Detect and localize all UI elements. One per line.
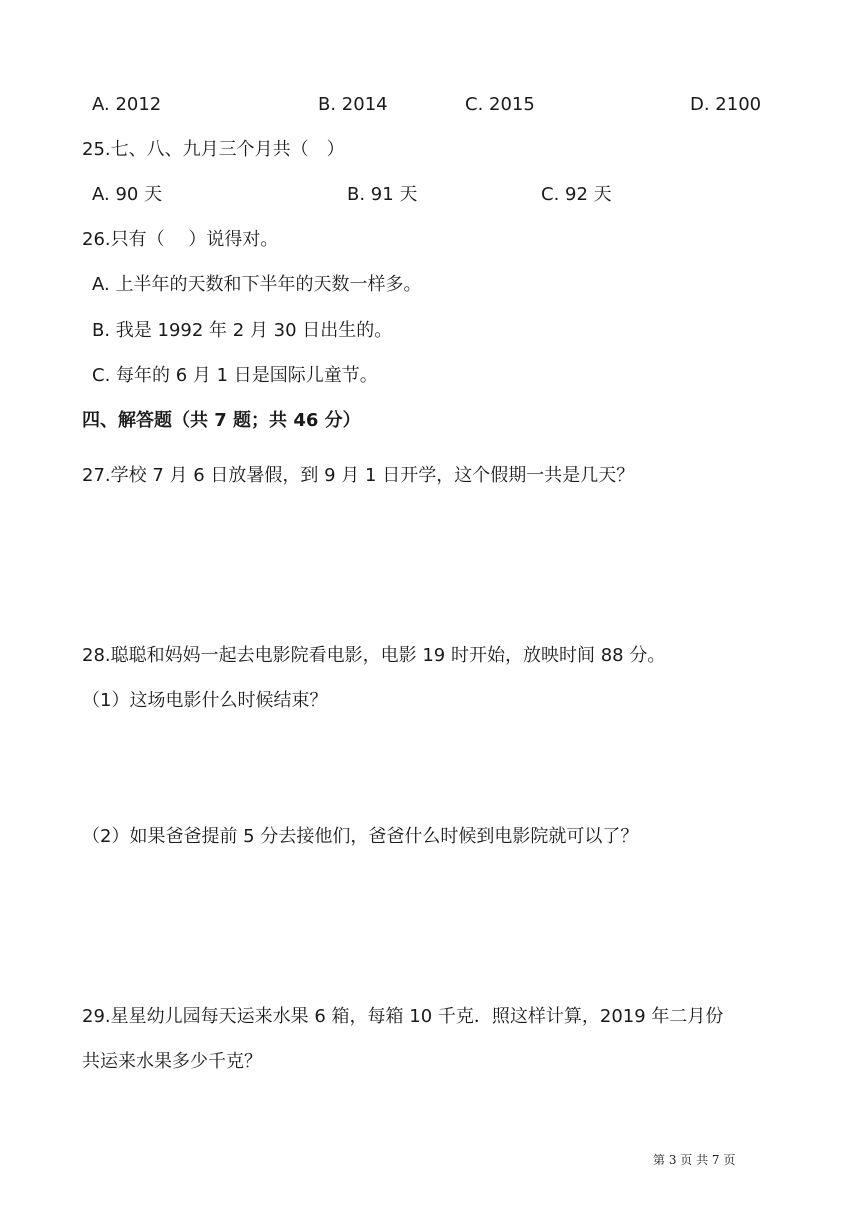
q26-option-a: A. 上半年的天数和下半年的天数一样多。	[92, 274, 422, 295]
q25-option-c: C. 92 天	[541, 184, 612, 205]
q25-option-b: B. 91 天	[347, 184, 418, 205]
q28-sub2: （2）如果爸爸提前 5 分去接他们，爸爸什么时候到电影院就可以了？	[82, 826, 639, 847]
q26-option-b: B. 我是 1992 年 2 月 30 日出生的。	[92, 320, 393, 341]
q25-stem: 25.七、八、九月三个月共（ ）	[82, 139, 345, 160]
q29-stem-line2: 共运来水果多少千克？	[82, 1051, 262, 1072]
q27-stem: 27.学校 7 月 6 日放暑假，到 9 月 1 日开学，这个假期一共是几天？	[82, 465, 635, 486]
q24-option-b: B. 2014	[318, 94, 388, 115]
q26-stem: 26.只有（ ）说得对。	[82, 229, 279, 250]
q28-stem: 28.聪聪和妈妈一起去电影院看电影，电影 19 时开始，放映时间 88 分。	[82, 645, 666, 666]
q26-option-c: C. 每年的 6 月 1 日是国际儿童节。	[92, 365, 378, 386]
q24-option-a: A. 2012	[92, 94, 162, 115]
q28-sub1: （1）这场电影什么时候结束？	[82, 690, 328, 711]
q25-option-a: A. 90 天	[92, 184, 163, 205]
page-footer: 第 3 页 共 7 页	[653, 1153, 736, 1167]
q24-option-c: C. 2015	[465, 94, 535, 115]
q29-stem-line1: 29.星星幼儿园每天运来水果 6 箱，每箱 10 千克．照这样计算，2019 年二月份	[82, 1006, 724, 1027]
q24-option-d: D. 2100	[690, 94, 762, 115]
section-heading: 四、解答题（共 7 题；共 46 分）	[82, 410, 361, 431]
